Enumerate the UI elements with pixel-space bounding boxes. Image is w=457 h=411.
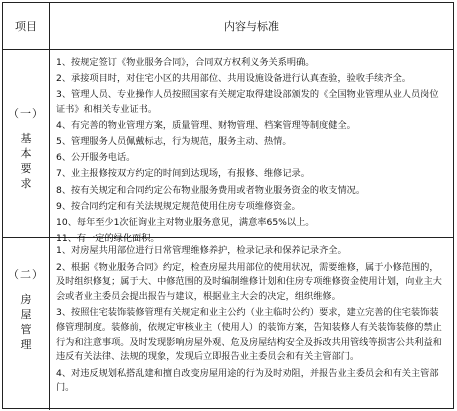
list-item: 2、承接项目时，对住宅小区的共用部位、共用设施设备进行认真查验，验收手续齐全。 xyxy=(56,73,411,85)
list-item: 8、按有关规定和合同约定公布物业服务费用或者物业服务资金的收支情况。 xyxy=(56,184,366,196)
section-title-char: 管 xyxy=(20,323,32,336)
list-item: 11、有一定的绿化面积。 xyxy=(56,233,160,245)
requirement-list xyxy=(56,56,447,248)
section-content-cell xyxy=(50,238,453,410)
list-item: 3、管理人员、专业操作人员按照国家有关规定取得建设部颁发的《全国物业管理从业人员岗位证书》和相关专业证书。 xyxy=(56,89,439,115)
section-label-cell xyxy=(3,50,50,237)
table-row-basic-requirements xyxy=(3,50,453,245)
list-item: 2、根据《物业服务合同》约定，检查房屋共用部位的使用状况，需要维修，属于小修范围的，及时组织修复；属于大、中修范围的及时编制维修计划和住房专项维修资金使用计划，向业主大会或者业主委员会提出报告与建议，根据业主大会的决定，组织维修。 xyxy=(56,261,442,302)
list-item: 10、每年至少1次征询业主对物业服务意见，满意率65%以上。 xyxy=(56,217,315,229)
list-item: 4、对违反规划私搭乱建和擅自改变房屋用途的行为及时劝阻，并报告业主委员会和有关主管部门。 xyxy=(56,367,439,394)
header-cell-item xyxy=(3,3,50,49)
section-title-char: 要 xyxy=(20,162,32,175)
header-cell-content xyxy=(50,3,453,49)
list-item: 3、按照住宅装饰装修管理有关规定和业主公约（业主临时公约）要求，建立完善的住宅装饰装修管理制度。装修前，依规定审核业主（使用人）的装饰方案，告知装修人有关装饰装修的禁止行为和注意事项。及时发现影响房屋外观、危及房屋结构安全及拆改共用管线等损害公共利益和违反有关法律、法规的现象，发现后立即报告业主委员会和有关主管部门。 xyxy=(56,307,442,363)
section-title-char: 理 xyxy=(20,338,32,351)
header-item-label: 项目 xyxy=(15,20,37,33)
table-header-row xyxy=(3,3,453,50)
section-content-cell xyxy=(50,50,453,245)
section-title-char: 本 xyxy=(20,147,32,160)
list-item: 1、对房屋共用部位进行日常管理维修养护，检录记录和保养记录齐全。 xyxy=(56,245,347,256)
standards-table xyxy=(2,2,454,409)
section-number: （二） xyxy=(8,268,44,281)
header-content-label: 内容与标准 xyxy=(224,20,279,33)
list-item: 7、业主报修按双方约定的时间到达现场，有报修、维修记录。 xyxy=(56,168,310,180)
list-item: 9、按合同约定和有关法规规定规范使用住房专项维修资金。 xyxy=(56,200,301,212)
section-title-char: 基 xyxy=(20,132,32,145)
section-label-cell xyxy=(3,238,50,410)
list-item: 1、按规定签订《物业服务合同》，合同双方权利义务关系明确。 xyxy=(56,57,315,68)
requirement-list xyxy=(56,244,447,398)
list-item: 6、公开服务电话。 xyxy=(56,152,136,164)
section-title-char: 房 xyxy=(20,293,32,306)
section-label xyxy=(3,105,49,191)
section-label xyxy=(3,266,49,352)
list-item: 4、有完善的物业管理方案，质量管理、财物管理、档案管理等制度健全。 xyxy=(56,119,356,131)
section-number: （一） xyxy=(8,107,44,120)
list-item: 5、管理服务人员佩戴标志，行为规范，服务主动、热情。 xyxy=(56,136,292,148)
section-title-char: 求 xyxy=(20,177,32,190)
section-title-char: 屋 xyxy=(20,308,32,321)
table-row-housing-management xyxy=(3,238,453,410)
